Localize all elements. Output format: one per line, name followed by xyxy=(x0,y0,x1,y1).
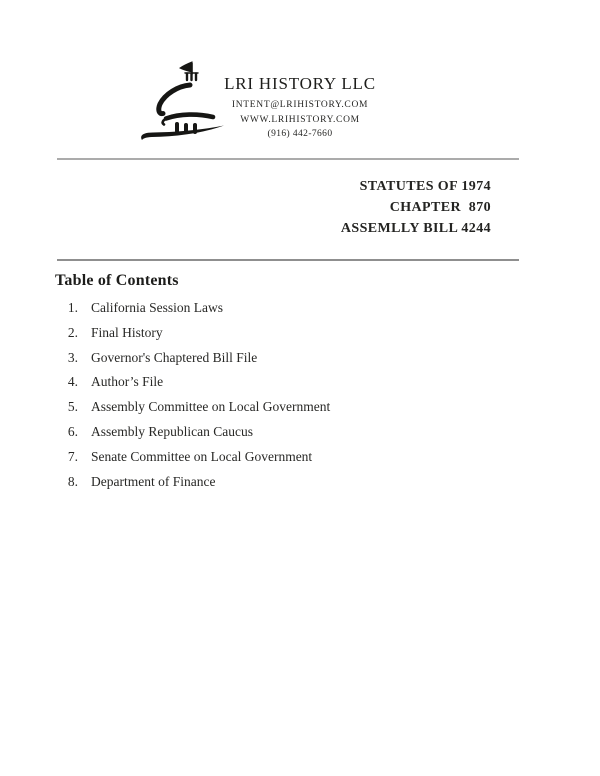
toc-item-number: 3. xyxy=(67,349,78,365)
toc-item-number: 4. xyxy=(67,374,78,390)
toc-item-label: Senate Committee on Local Government xyxy=(91,448,313,464)
toc-item-label: Final History xyxy=(91,324,163,340)
assembly-bill-line: ASSEMLLY BILL 4244 xyxy=(340,221,491,236)
divider-top xyxy=(57,158,519,160)
toc-item-label: Department of Finance xyxy=(91,473,216,489)
toc-item xyxy=(0,450,520,475)
toc-item xyxy=(0,351,520,376)
toc-item xyxy=(0,400,520,425)
statutes-year-line: STATUTES OF 1974 xyxy=(359,179,491,194)
toc-item-label: Author’s File xyxy=(91,374,164,390)
toc-item-number: 7. xyxy=(67,448,78,464)
statute-reference-block xyxy=(0,176,491,239)
divider-bottom xyxy=(57,259,519,261)
toc-item-number: 6. xyxy=(67,423,78,439)
toc-item-number: 8. xyxy=(67,473,78,489)
company-name: LRI HISTORY LLC xyxy=(224,74,376,93)
company-website: WWW.LRIHISTORY.COM xyxy=(240,115,360,125)
toc-item xyxy=(0,301,520,326)
toc-item-number: 1. xyxy=(67,300,78,315)
toc-item xyxy=(0,425,520,450)
company-email: INTENT@LRIHISTORY.COM xyxy=(231,100,369,110)
toc-item-label: California Session Laws xyxy=(91,300,223,315)
toc-heading: Table of Contents xyxy=(55,272,179,289)
toc-item xyxy=(0,375,520,400)
chapter-line: CHAPTER 870 xyxy=(389,200,491,215)
toc-item-number: 2. xyxy=(67,324,78,340)
toc-item xyxy=(0,475,520,500)
toc-item-label: Assembly Committee on Local Government xyxy=(91,399,331,415)
company-phone: (916) 442-7660 xyxy=(267,129,333,139)
toc-item-label: Assembly Republican Caucus xyxy=(91,423,253,439)
toc-item-number: 5. xyxy=(67,399,78,415)
toc-item xyxy=(0,326,520,351)
toc-list xyxy=(0,301,520,499)
toc-item-label: Governor's Chaptered Bill File xyxy=(91,349,258,365)
